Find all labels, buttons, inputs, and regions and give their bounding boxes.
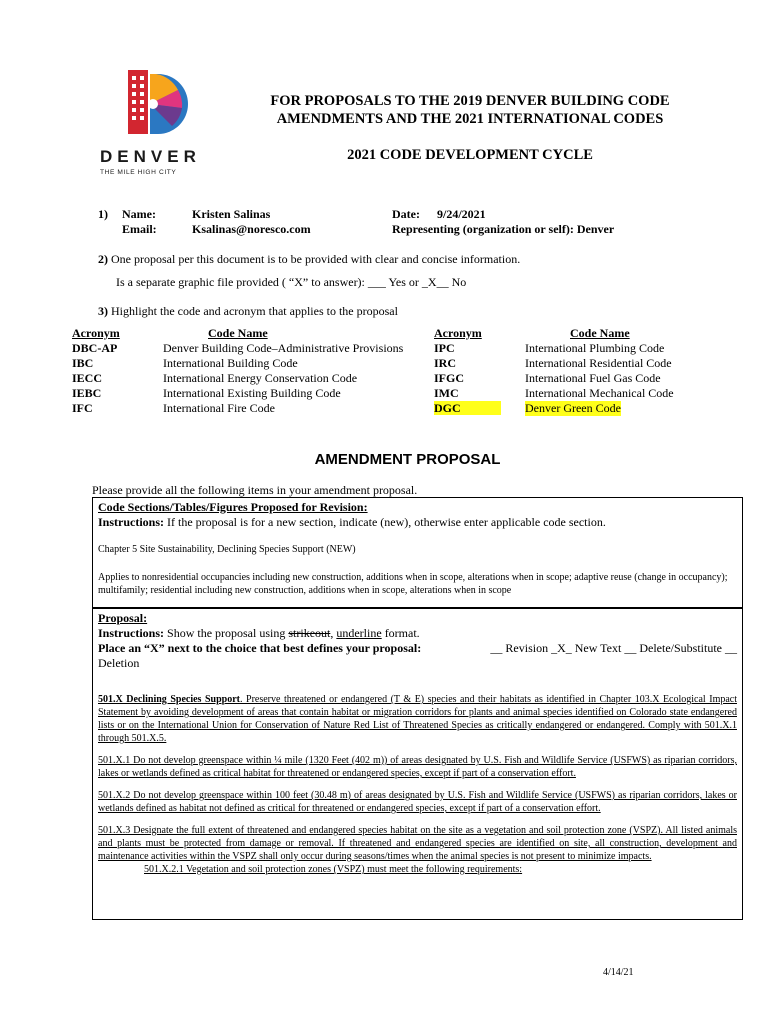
- code-acronym-highlighted: [434, 401, 525, 416]
- acronym-header-left: Acronym: [72, 326, 120, 340]
- applies-text: Applies to nonresidential occupancies including new construction, additions when in scope, alterations when in scope; adaptive reuse (change in occupancy); multifamily; residential including new construction, additions when in scope, alterations when in scope: [98, 572, 728, 596]
- section-501x1: 501.X.1 Do not develop greenspace within ¼ mile (1320 Feet (402 m)) of areas designated by U.S. Fish and Wildlife Service (USFWS) as riparian corridors, lakes or wetlands defined as critical habitat for threatened or endangered species, except if part of a conservation effort.: [98, 755, 737, 779]
- deletion-choice: Deletion: [98, 656, 140, 670]
- codes-left-table: [72, 341, 403, 416]
- proposal-instructions-b: format.: [384, 626, 420, 640]
- code-name: International Fire Code: [163, 401, 275, 415]
- instructions-text: If the proposal is for a new section, indicate (new), otherwise enter applicable code section.: [167, 515, 606, 529]
- item1-number: 1): [98, 207, 108, 221]
- code-acronym: IFC: [72, 401, 93, 415]
- proposal-box: [92, 608, 743, 920]
- sections-instructions: [98, 515, 737, 530]
- code-row: [434, 341, 674, 356]
- item3: [98, 304, 398, 319]
- proposal-instructions-a: Show the proposal using: [167, 626, 286, 640]
- denver-logo: [98, 68, 208, 180]
- section-501x: [98, 693, 737, 745]
- name-value: Kristen Salinas: [192, 207, 271, 221]
- code-acronym: DBC-AP: [72, 341, 118, 355]
- section-501x3: 501.X.3 Designate the full extent of threatened and endangered species habitat on the site as a vegetation and soil protection zone (VSPZ). All listed animals and plants must be protected from damage or removal. If threatened and endangered species are identified on site, all construction, development and maintenance activities within the VSPZ shall only occur during seasons/times when the animal species is not present to minimize impacts.: [98, 825, 737, 862]
- code-row: [434, 386, 674, 401]
- svg-text:THE MILE HIGH CITY: THE MILE HIGH CITY: [100, 169, 177, 176]
- code-row: [434, 371, 674, 386]
- code-row: [72, 371, 403, 386]
- date-value: 9/24/2021: [437, 207, 486, 221]
- code-acronym: IFGC: [434, 371, 464, 385]
- code-row: [72, 386, 403, 401]
- section-501x-text: . Preserve threatened or endangered (T & E) species and their habitats as identified in Chapter 103.X Ecological Impact Statement by avoiding development of areas that contain habitat or migration corridors for plants and animal species identified on Colorado state endangered lists or on the International Union for Conservation of Nature Red List of Threatened Species as critically endangered or endangered. Comply with 501.X.1 through 501.X.5.: [98, 694, 737, 744]
- code-acronym: IEBC: [72, 386, 102, 400]
- representing: [392, 222, 614, 237]
- code-sections-label: Code Sections/Tables/Figures Proposed for Revision:: [98, 500, 368, 514]
- place-x-label: Place an “X” next to the choice that best defines your proposal:: [98, 641, 422, 655]
- choice-line: [98, 641, 737, 656]
- dgc-code-name: Denver Green Code: [525, 401, 621, 415]
- proposal-choices: __ Revision _X_ New Text __ Delete/Substitute __: [490, 641, 737, 655]
- code-acronym: IRC: [434, 356, 457, 370]
- footer-date: 4/14/21: [603, 967, 634, 978]
- acronym-header-right: Acronym: [434, 326, 482, 340]
- date-label: Date:: [392, 207, 420, 221]
- email-value: Ksalinas@noresco.com: [192, 222, 311, 236]
- title-line1: FOR PROPOSALS TO THE 2019 DENVER BUILDING CODE: [270, 93, 670, 109]
- strikeout-sample: strikeout: [288, 626, 331, 640]
- representing-value: Denver: [576, 222, 615, 236]
- code-name-header-left: Code Name: [208, 326, 268, 340]
- code-row: [72, 341, 403, 356]
- code-name: International Mechanical Code: [525, 386, 674, 400]
- code-name: International Energy Conservation Code: [163, 371, 358, 385]
- item3-number: 3): [98, 304, 108, 318]
- graphic-question: Is a separate graphic file provided ( “X” to answer): ___ Yes or _X__ No: [116, 275, 467, 289]
- proposal-instructions-label: Instructions:: [98, 626, 165, 640]
- code-row: [72, 401, 403, 416]
- email-label: Email:: [122, 222, 157, 236]
- code-name: Denver Building Code–Administrative Provisions: [163, 341, 404, 355]
- section-501x-title: 501.X Declining Species Support: [98, 694, 240, 705]
- cycle-title: 2021 CODE DEVELOPMENT CYCLE: [347, 147, 593, 163]
- code-name: International Fuel Gas Code: [525, 371, 661, 385]
- denver-logo-mark: [98, 68, 208, 180]
- name-label: Name:: [122, 207, 156, 221]
- code-acronym: IMC: [434, 386, 459, 400]
- code-acronym: IBC: [72, 356, 94, 370]
- chapter-text: Chapter 5 Site Sustainability, Declining Species Support (NEW): [98, 544, 356, 555]
- code-name: International Plumbing Code: [525, 341, 665, 355]
- dgc-acronym: DGC: [434, 401, 501, 415]
- code-acronym: IPC: [434, 341, 455, 355]
- code-name-header-right: Code Name: [570, 326, 630, 340]
- instructions-label: Instructions:: [98, 515, 165, 529]
- item3-text: Highlight the code and acronym that applies to the proposal: [111, 304, 398, 318]
- code-sections-box: [92, 497, 743, 608]
- section-501x21: 501.X.2.1 Vegetation and soil protection zones (VSPZ) must meet the following requirements:: [144, 864, 523, 875]
- code-name: International Residential Code: [525, 356, 672, 370]
- amendment-heading: AMENDMENT PROPOSAL: [314, 451, 501, 468]
- code-name: International Building Code: [163, 356, 298, 370]
- amendment-intro: Please provide all the following items in your amendment proposal.: [92, 483, 418, 497]
- code-acronym: IECC: [72, 371, 103, 385]
- item2-number: 2): [98, 252, 108, 266]
- representing-label: Representing (organization or self):: [392, 222, 574, 236]
- code-row: [434, 356, 674, 371]
- title-line2: AMENDMENTS AND THE 2021 INTERNATIONAL CODES: [276, 111, 664, 127]
- code-row: [72, 356, 403, 371]
- underline-sample: underline: [336, 626, 382, 640]
- proposal-instructions: Instructions: Show the proposal using strikeout, underline format.: [98, 626, 420, 640]
- code-row-highlighted: [434, 401, 674, 416]
- item2: [98, 252, 520, 267]
- svg-text:DENVER: DENVER: [100, 147, 201, 166]
- code-name: International Existing Building Code: [163, 386, 341, 400]
- proposal-label: Proposal:: [98, 611, 148, 625]
- item2-text: One proposal per this document is to be provided with clear and concise information.: [111, 252, 521, 266]
- codes-right-table: [434, 341, 674, 416]
- section-501x2: 501.X.2 Do not develop greenspace within 100 feet (30.48 m) of areas designated by U.S. Fish and Wildlife Service (USFWS) as riparian corridors, lakes or wetlands defined as habitat not defined as critical for threatened or endangered species, except if part of a conservation effort.: [98, 790, 737, 814]
